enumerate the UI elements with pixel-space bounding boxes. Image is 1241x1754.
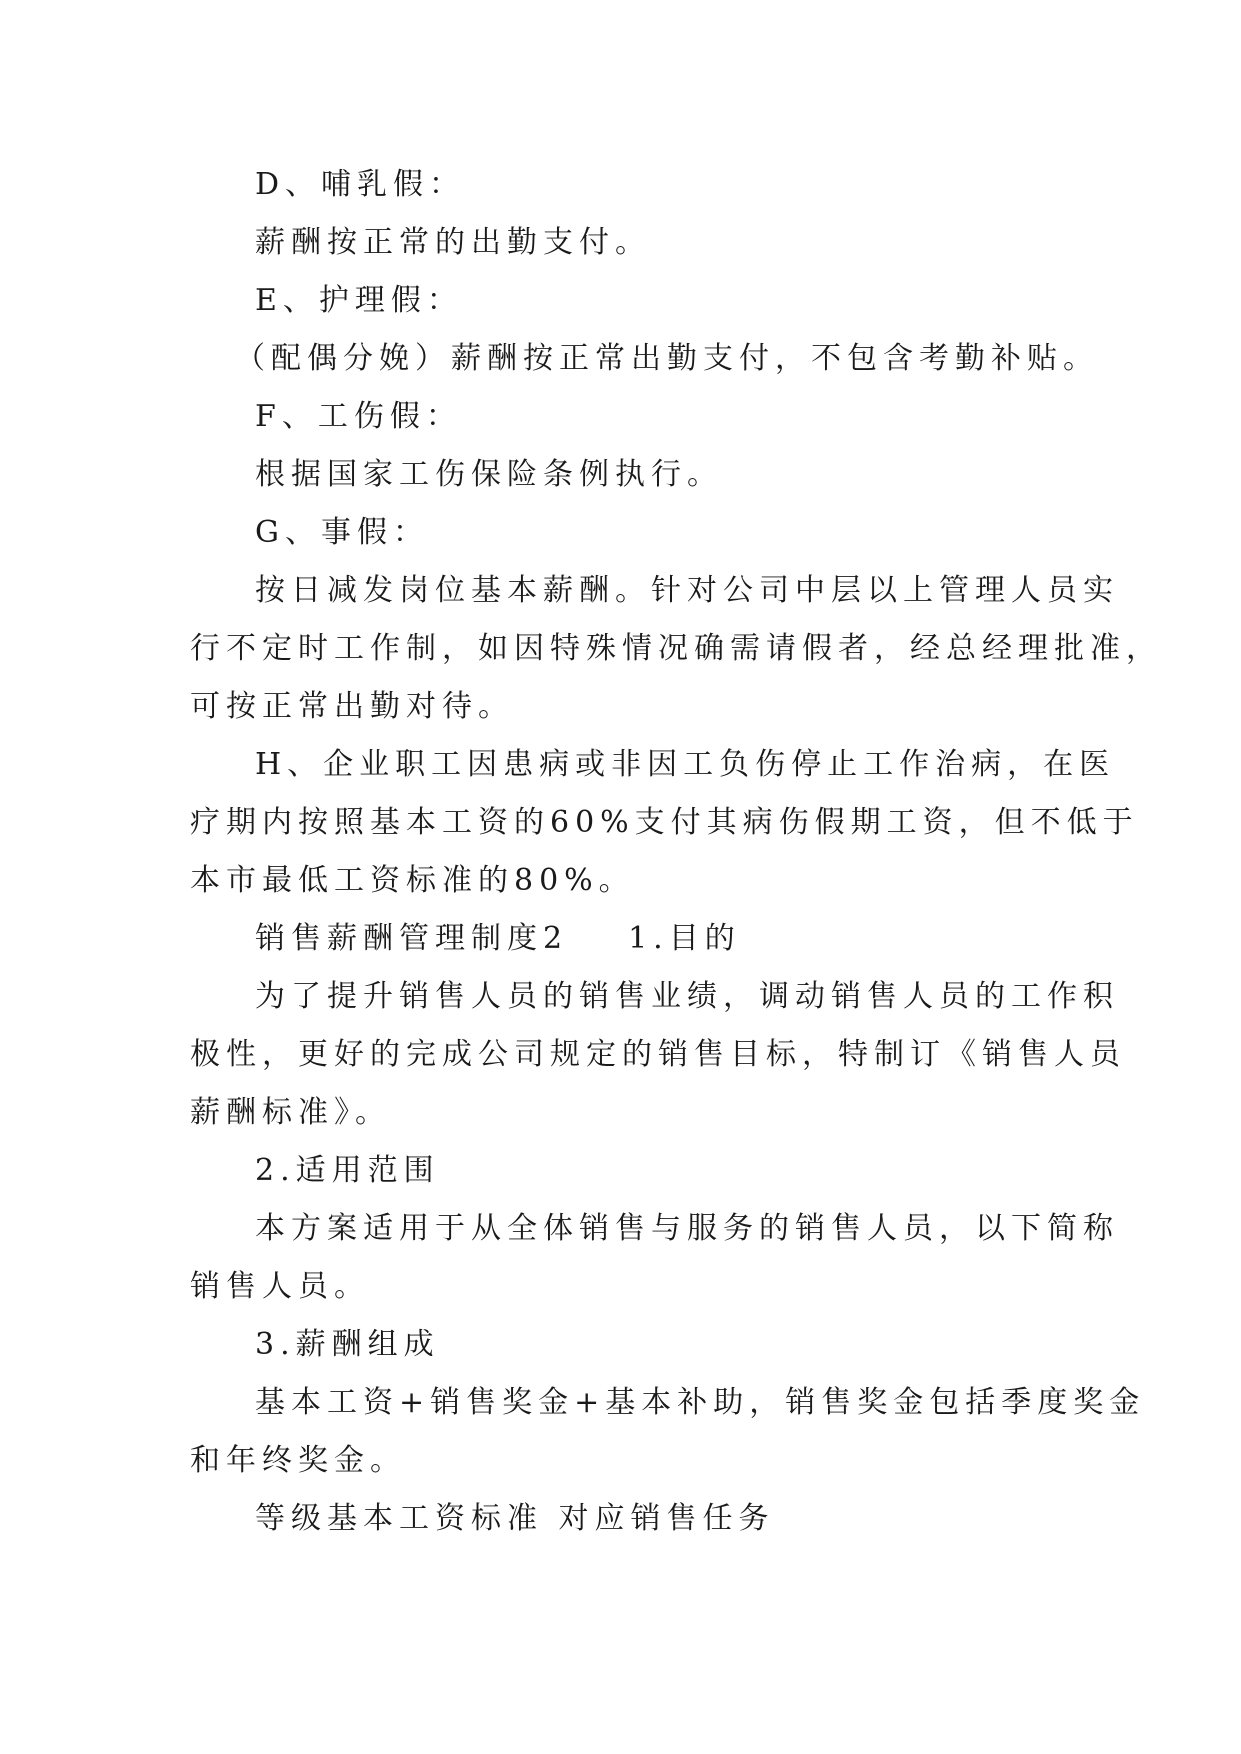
paragraph-line: 为了提升销售人员的销售业绩，调动销售人员的工作积 <box>255 979 1119 1014</box>
paragraph-line: 极性，更好的完成公司规定的销售目标，特制订《销售人员 <box>190 1037 1126 1072</box>
paragraph-line: 和年终奖金。 <box>190 1443 406 1478</box>
section-title-line <box>255 919 741 959</box>
paragraph-line: 薪酬按正常的出勤支付。 <box>255 225 651 260</box>
paragraph-line: H、企业职工因患病或非因工负伤停止工作治病，在医 <box>255 747 1116 782</box>
paragraph-line: 按日减发岗位基本薪酬。针对公司中层以上管理人员实 <box>255 573 1119 608</box>
paragraph-line: 本方案适用于从全体销售与服务的销售人员，以下简称 <box>255 1211 1119 1246</box>
paragraph-line: 等级基本工资标准 对应销售任务 <box>255 1501 775 1536</box>
paragraph-line: 根据国家工伤保险条例执行。 <box>255 457 723 492</box>
paragraph-line: 本市最低工资标准的80%。 <box>190 863 635 898</box>
heading-personal-leave: G、事假： <box>255 515 429 550</box>
section-heading-composition: 3.薪酬组成 <box>255 1327 440 1362</box>
paragraph-line: 可按正常出勤对待。 <box>190 689 514 724</box>
document-title: 销售薪酬管理制度2 <box>255 921 569 956</box>
paragraph-line: （配偶分娩）薪酬按正常出勤支付，不包含考勤补贴。 <box>235 341 1099 376</box>
section-heading-purpose: 1.目的 <box>628 921 741 956</box>
paragraph-line: 基本工资+销售奖金+基本补助，销售奖金包括季度奖金 <box>255 1385 1146 1420</box>
paragraph-line: 疗期内按照基本工资的60%支付其病伤假期工资，但不低于 <box>190 805 1139 840</box>
paragraph-line: 销售人员。 <box>190 1269 370 1304</box>
heading-nursing-leave: D、哺乳假： <box>255 167 466 202</box>
heading-care-leave: E、护理假： <box>255 283 463 318</box>
paragraph-line: 行不定时工作制，如因特殊情况确需请假者，经总经理批准， <box>190 631 1162 666</box>
paragraph-line: 薪酬标准》。 <box>190 1095 391 1130</box>
heading-injury-leave: F、工伤假： <box>255 399 462 434</box>
section-heading-scope: 2.适用范围 <box>255 1153 440 1188</box>
